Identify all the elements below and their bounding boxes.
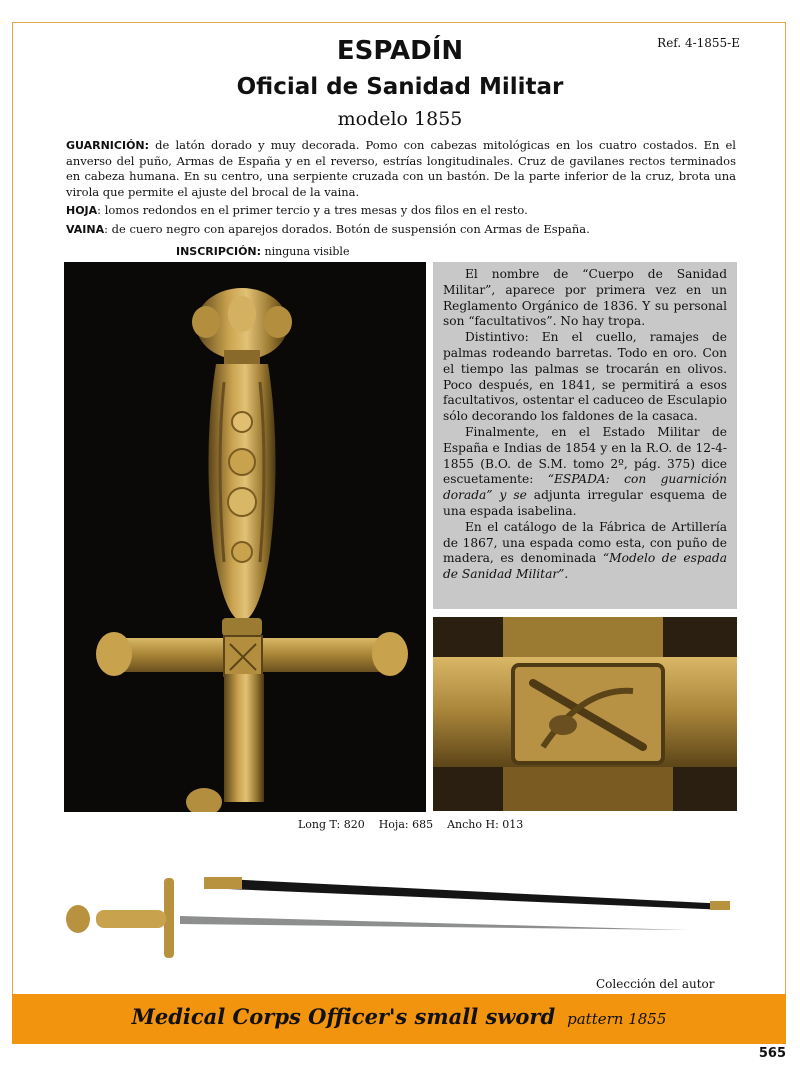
page-title: ESPADÍN — [336, 36, 464, 66]
history-paragraph-4 — [443, 520, 727, 583]
vaina-paragraph — [66, 222, 736, 238]
page-subtitle: Oficial de Sanidad Militar — [236, 74, 564, 100]
inscripcion-text: ninguna visible — [261, 245, 350, 258]
history-paragraph-4-quote: “Modelo de espada de Sanidad Militar”. — [443, 551, 727, 582]
hoja-text: : lomos redondos en el primer tercio y a tres mesas y dos filos en el resto. — [97, 203, 528, 217]
guarnicion-paragraph — [66, 138, 736, 200]
english-title-banner — [12, 994, 786, 1044]
hilt-photo — [64, 262, 426, 812]
history-paragraph-2: Distintivo: En el cuello, ramajes de palmas rodeando barretas. Todo en oro. Con el tiempo las palmas se trocarán en olivos. Poco después, en 1841, se permitirá a esos facultativos, ostentar el caduceo de Esculapio sólo decorando los faldones de la casaca. — [443, 330, 727, 424]
dimensions-line — [298, 818, 537, 831]
inscripcion-line — [176, 245, 349, 258]
vaina-label: VAINA — [66, 222, 105, 236]
history-paragraph-3-quote: “ESPADA: con guarnición dorada” y se — [443, 472, 727, 503]
history-textbox — [433, 262, 737, 609]
model-label: modelo 1855 — [337, 108, 463, 130]
vaina-text: : de cuero negro con aparejos dorados. Botón de suspensión con Armas de España. — [104, 221, 590, 236]
history-paragraph-3 — [443, 425, 727, 520]
guarnicion-label: GUARNICIÓN: — [66, 139, 150, 152]
inscripcion-label: INSCRIPCIÓN: — [176, 245, 262, 258]
history-paragraph-1: El nombre de “Cuerpo de Sanidad Militar”, aparece por primera vez en un Reglamento Orgánico de 1836. Y su personal son “facultativos”. No hay tropa. — [443, 267, 727, 329]
hoja-paragraph — [66, 203, 736, 219]
length-total: Long T: 820 — [298, 818, 365, 831]
page-number: 565 — [758, 1046, 786, 1061]
guard-detail-photo — [433, 617, 737, 811]
guarnicion-text: de latón dorado y muy decorada. Pomo con cabezas mitológicas en los cuatro costados. En el anverso del puño, Armas de España y en el reverso, estrías longitudinales. Cruz de gavilanes rectos terminados en cabeza humana. En su centro, una serpiente cruzada con un bastón. De la parte inferior de la cruz, brota una virola que permite el ajuste del brocal de la vaina. — [66, 138, 736, 199]
history-paragraph-3-a: Finalmente, en el Estado Militar de España e Indias de 1854 y en la R.O. de 12-4-1855 (B.O. de S.M. tomo 2º, pág. 375) dice escuetamente: — [443, 424, 727, 487]
history-paragraph-4-a: En el catálogo de la Fábrica de Artillería de 1867, una espada como esta, con puño de madera, es denominada — [443, 519, 727, 566]
collection-credit: Colección del autor — [596, 977, 715, 991]
description-block — [66, 138, 736, 240]
hoja-label: HOJA — [66, 204, 98, 217]
full-sword-photo — [60, 866, 740, 966]
history-paragraph-3-b: adjunta irregular esquema de una espada isabelina. — [443, 488, 727, 518]
banner-text — [12, 1004, 786, 1029]
hilt-width: Ancho H: 013 — [447, 818, 524, 831]
blade-length: Hoja: 685 — [378, 818, 434, 831]
reference-number: Ref. 4-1855-E — [657, 36, 740, 50]
banner-main-title: Medical Corps Officer's small sword — [131, 1004, 556, 1029]
banner-pattern: pattern 1855 — [567, 1010, 667, 1028]
